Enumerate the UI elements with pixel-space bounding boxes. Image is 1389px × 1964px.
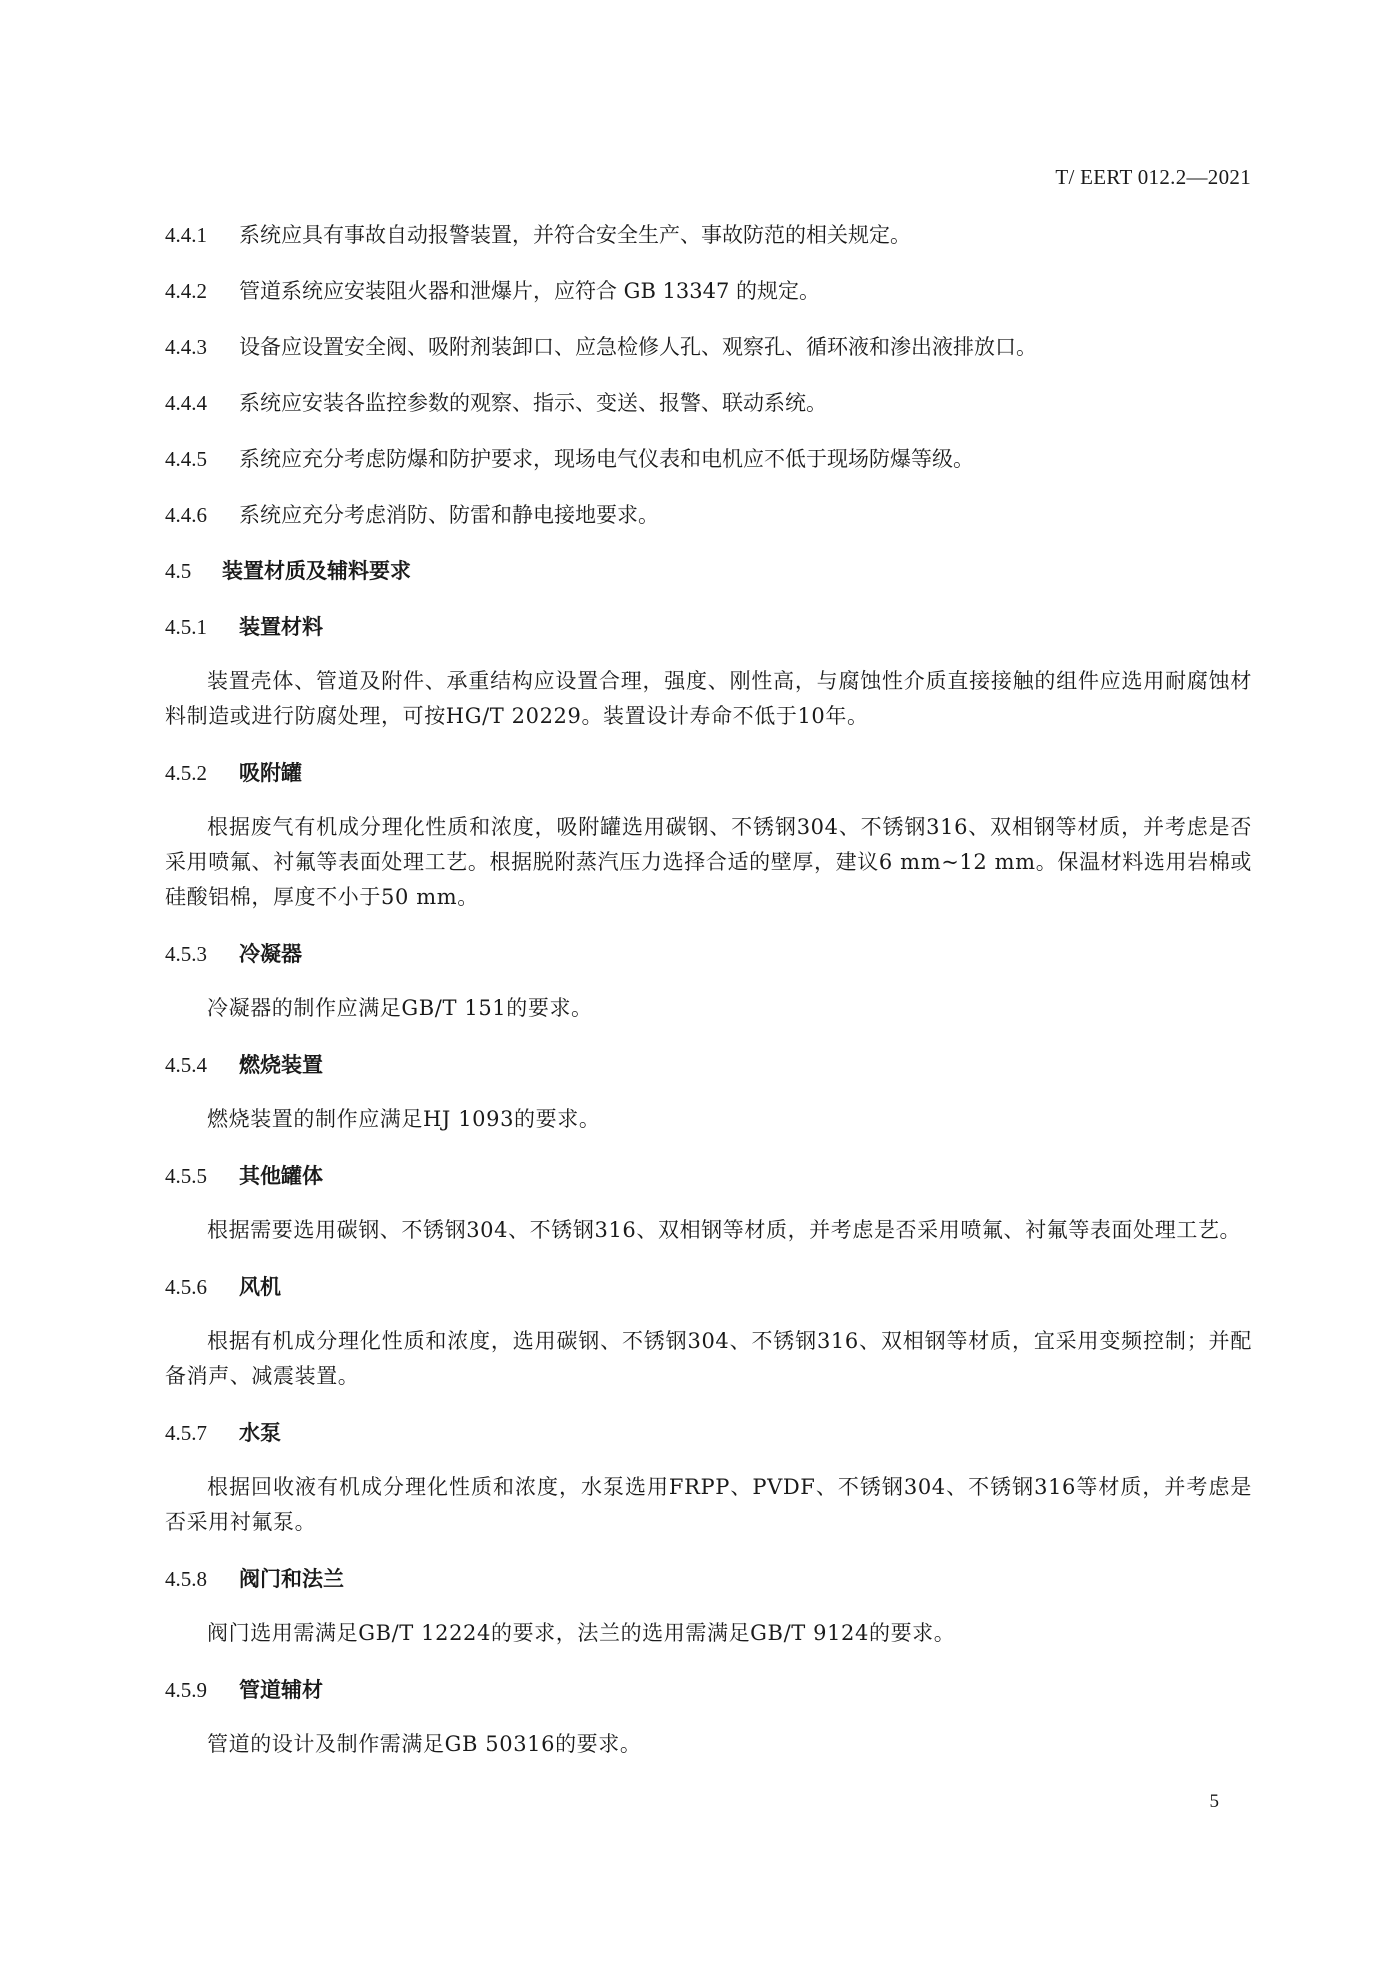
- clause-number: 4.4.6: [165, 503, 207, 527]
- subsection-heading-4-5-3: [165, 939, 1252, 969]
- subsection-heading-4-5-4: [165, 1050, 1252, 1080]
- subsection-number: 4.5.2: [165, 761, 207, 785]
- subsection-heading-4-5-6: [165, 1272, 1252, 1302]
- clause-4-4-5: [165, 444, 1252, 474]
- subsection-number: 4.5.9: [165, 1678, 207, 1702]
- subsection-body-4-5-1: 装置壳体、管道及附件、承重结构应设置合理，强度、刚性高，与腐蚀性介质直接接触的组件应选用耐腐蚀材料制造或进行防腐处理，可按HG/T 20229。装置设计寿命不低于10年。: [165, 669, 1252, 728]
- subsection-heading-4-5-7: [165, 1418, 1252, 1448]
- subsection-heading-4-5-5: [165, 1161, 1252, 1191]
- clause-4-4-4: [165, 388, 1252, 418]
- subsection-title: 燃烧装置: [239, 1052, 323, 1077]
- subsection-body-4-5-5: 根据需要选用碳钢、不锈钢304、不锈钢316、双相钢等材质，并考虑是否采用喷氟、衬氟等表面处理工艺。: [207, 1218, 1242, 1242]
- subsection-title: 水泵: [239, 1420, 281, 1445]
- subsection-heading-4-5-2: [165, 758, 1252, 788]
- subsection-title: 冷凝器: [239, 941, 302, 966]
- subsection-body-4-5-3: 冷凝器的制作应满足GB/T 151的要求。: [207, 996, 593, 1020]
- clause-number: 4.4.4: [165, 391, 207, 415]
- section-heading-4-5: [165, 556, 1252, 586]
- subsection-title: 吸附罐: [239, 760, 302, 785]
- subsection-title: 装置材料: [239, 614, 323, 639]
- clause-4-4-2: [165, 276, 1252, 306]
- subsection-body-4-5-6: 根据有机成分理化性质和浓度，选用碳钢、不锈钢304、不锈钢316、双相钢等材质，宜采用变频控制；并配备消声、减震装置。: [165, 1329, 1252, 1388]
- subsection-number: 4.5.7: [165, 1421, 207, 1445]
- page-number: 5: [1209, 1791, 1219, 1812]
- clause-number: 4.4.1: [165, 223, 207, 247]
- clause-text: 系统应充分考虑防爆和防护要求，现场电气仪表和电机应不低于现场防爆等级。: [239, 447, 974, 471]
- subsection-body-4-5-8: 阀门选用需满足GB/T 12224的要求，法兰的选用需满足GB/T 9124的要求。: [207, 1621, 956, 1645]
- clause-text: 设备应设置安全阀、吸附剂装卸口、应急检修人孔、观察孔、循环液和渗出液排放口。: [239, 335, 1037, 359]
- subsection-number: 4.5.5: [165, 1164, 207, 1188]
- section-number: 4.5: [165, 559, 192, 583]
- clause-text: 系统应安装各监控参数的观察、指示、变送、报警、联动系统。: [239, 391, 827, 415]
- clause-4-4-3: [165, 332, 1252, 362]
- subsection-title: 其他罐体: [239, 1163, 323, 1188]
- subsection-number: 4.5.8: [165, 1567, 207, 1591]
- subsection-body-4-5-7: 根据回收液有机成分理化性质和浓度，水泵选用FRPP、PVDF、不锈钢304、不锈钢316等材质，并考虑是否采用衬氟泵。: [165, 1475, 1252, 1534]
- subsection-heading-4-5-9: [165, 1675, 1252, 1705]
- clause-number: 4.4.2: [165, 279, 207, 303]
- clause-number: 4.4.3: [165, 335, 207, 359]
- subsection-number: 4.5.4: [165, 1053, 207, 1077]
- clause-text: 管道系统应安装阻火器和泄爆片，应符合 GB 13347 的规定。: [239, 279, 821, 303]
- subsection-body-4-5-2: 根据废气有机成分理化性质和浓度，吸附罐选用碳钢、不锈钢304、不锈钢316、双相钢等材质，并考虑是否采用喷氟、衬氟等表面处理工艺。根据脱附蒸汽压力选择合适的壁厚，建议6 mm~12 mm。保温材料选用岩棉或硅酸铝棉，厚度不小于50 mm。: [165, 815, 1252, 909]
- section-title: 装置材质及辅料要求: [222, 558, 411, 583]
- document-code: T/ EERT 012.2—2021: [1055, 165, 1251, 189]
- subsection-number: 4.5.3: [165, 942, 207, 966]
- clause-text: 系统应充分考虑消防、防雷和静电接地要求。: [239, 503, 659, 527]
- subsection-body-4-5-4: 燃烧装置的制作应满足HJ 1093的要求。: [207, 1107, 601, 1131]
- clause-4-4-6: [165, 500, 1252, 530]
- clause-4-4-1: [165, 220, 1252, 250]
- clause-text: 系统应具有事故自动报警装置，并符合安全生产、事故防范的相关规定。: [239, 223, 911, 247]
- clause-number: 4.4.5: [165, 447, 207, 471]
- subsection-number: 4.5.6: [165, 1275, 207, 1299]
- page-content: [165, 220, 1252, 1786]
- subsection-title: 管道辅材: [239, 1677, 323, 1702]
- subsection-heading-4-5-8: [165, 1564, 1252, 1594]
- subsection-number: 4.5.1: [165, 615, 207, 639]
- subsection-title: 阀门和法兰: [239, 1566, 344, 1591]
- subsection-title: 风机: [239, 1274, 281, 1299]
- subsection-body-4-5-9: 管道的设计及制作需满足GB 50316的要求。: [207, 1732, 642, 1756]
- subsection-heading-4-5-1: [165, 612, 1252, 642]
